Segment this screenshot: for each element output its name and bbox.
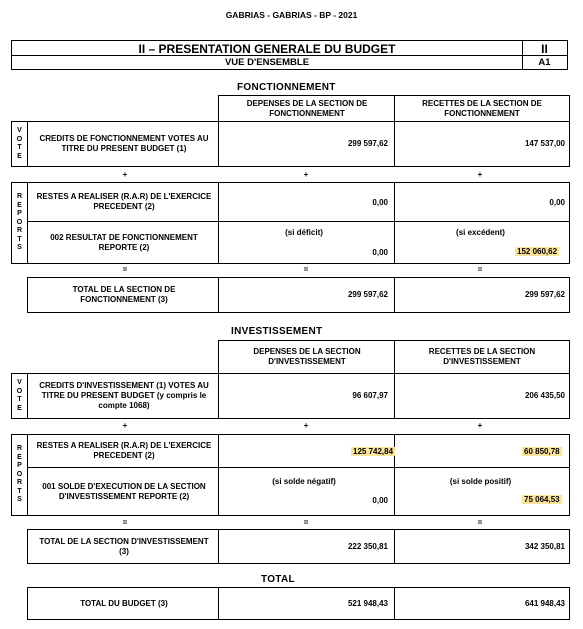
invest-vote-row bbox=[11, 373, 570, 419]
fonct-credits-dep: 299 597,62 bbox=[347, 139, 388, 148]
invest-rar-rec: 60 850,78 bbox=[524, 447, 560, 456]
fonct-column-headers bbox=[218, 95, 570, 122]
invest-solde-rec-note: (si solde positif) bbox=[449, 477, 512, 486]
fonct-col-depenses: DEPENSES DE LA SECTION DE FONCTIONNEMENT bbox=[246, 98, 368, 118]
invest-credits-dep: 96 607,97 bbox=[352, 391, 388, 400]
fonct-resultat-rec: 152 060,62 bbox=[517, 247, 558, 256]
invest-solde-rec: 75 064,53 bbox=[524, 495, 560, 504]
equals-sign: = bbox=[122, 265, 128, 274]
invest-total-row bbox=[27, 529, 570, 564]
fonct-rar-rec: 0,00 bbox=[549, 198, 565, 207]
fonct-total-rec: 299 597,62 bbox=[524, 290, 565, 299]
fonct-credits-rec: 147 537,00 bbox=[524, 139, 565, 148]
vote-side-label: V O T E bbox=[12, 374, 28, 418]
equals-sign: = bbox=[303, 265, 309, 274]
invest-total-rec: 342 350,81 bbox=[524, 542, 565, 551]
invest-total-label: TOTAL DE LA SECTION D'INVESTISSEMENT (3) bbox=[39, 536, 209, 556]
equals-sign: = bbox=[477, 518, 483, 527]
invest-reports-block bbox=[11, 434, 570, 516]
invest-solde-dep-note: (si solde négatif) bbox=[272, 477, 336, 486]
fonct-rar-dep: 0,00 bbox=[372, 198, 388, 207]
fonct-resultat-rec-note: (si excédent) bbox=[456, 228, 505, 237]
invest-solde-dep: 0,00 bbox=[372, 496, 388, 505]
invest-rar-label: RESTES A REALISER (R.A.R) DE L'EXERCICE PRECEDENT (2) bbox=[36, 441, 212, 460]
title-block bbox=[11, 40, 568, 70]
budget-total-dep: 521 948,43 bbox=[347, 599, 388, 608]
fonct-col-recettes: RECETTES DE LA SECTION DE FONCTIONNEMENT bbox=[422, 98, 542, 118]
invest-col-recettes: RECETTES DE LA SECTION D'INVESTISSEMENT bbox=[428, 347, 536, 366]
invest-total-dep: 222 350,81 bbox=[347, 542, 388, 551]
equals-sign: = bbox=[477, 265, 483, 274]
fonct-resultat-label: 002 RESULTAT DE FONCTIONNEMENT REPORTE (2) bbox=[50, 232, 198, 252]
equals-sign: = bbox=[303, 518, 309, 527]
section-title-fonctionnement: FONCTIONNEMENT bbox=[237, 82, 336, 93]
plus-sign: + bbox=[303, 421, 309, 430]
document-header: GABRIAS - GABRIAS - BP - 2021 bbox=[225, 10, 358, 20]
invest-credits-label: CREDITS D'INVESTISSEMENT (1) VOTES AU TITRE DU PRESENT BUDGET (y compris le compte 1068) bbox=[39, 381, 209, 410]
budget-total-row bbox=[27, 587, 570, 620]
page-code-sub: A1 bbox=[538, 57, 551, 68]
page-subtitle: VUE D'ENSEMBLE bbox=[224, 57, 310, 68]
invest-col-depenses: DEPENSES DE LA SECTION D'INVESTISSEMENT bbox=[253, 347, 361, 366]
plus-sign: + bbox=[477, 421, 483, 430]
vote-side-label: V O T E bbox=[12, 122, 28, 166]
plus-sign: + bbox=[122, 421, 128, 430]
reports-side-label: R E P O R T S bbox=[12, 435, 28, 515]
plus-sign: + bbox=[477, 170, 483, 179]
equals-sign: = bbox=[122, 518, 128, 527]
page-code: II bbox=[541, 42, 548, 56]
fonct-vote-row bbox=[11, 121, 570, 167]
invest-credits-rec: 206 435,50 bbox=[524, 391, 565, 400]
section-title-investissement: INVESTISSEMENT bbox=[231, 326, 323, 337]
fonct-rar-label: RESTES A REALISER (R.A.R) DE L'EXERCICE PRECEDENT (2) bbox=[36, 192, 212, 211]
invest-rar-dep: 125 742,84 bbox=[353, 447, 394, 456]
fonct-reports-block bbox=[11, 182, 570, 264]
page-title: II – PRESENTATION GENERALE DU BUDGET bbox=[138, 42, 396, 56]
fonct-total-dep: 299 597,62 bbox=[347, 290, 388, 299]
fonct-resultat-dep-note: (si déficit) bbox=[285, 228, 323, 237]
reports-side-label: R E P O R T S bbox=[12, 183, 28, 263]
fonct-total-row bbox=[27, 277, 570, 313]
invest-solde-label: 001 SOLDE D'EXECUTION DE LA SECTION D'INVESTISSEMENT REPORTE (2) bbox=[42, 481, 206, 501]
invest-column-headers bbox=[218, 340, 570, 374]
fonct-total-label: TOTAL DE LA SECTION DE FONCTIONNEMENT (3) bbox=[72, 285, 176, 304]
budget-total-label: TOTAL DU BUDGET (3) bbox=[80, 598, 168, 608]
plus-sign: + bbox=[122, 170, 128, 179]
fonct-resultat-dep: 0,00 bbox=[372, 248, 388, 257]
budget-total-rec: 641 948,43 bbox=[524, 599, 565, 608]
plus-sign: + bbox=[303, 170, 309, 179]
section-title-total: TOTAL bbox=[261, 574, 295, 585]
fonct-credits-label: CREDITS DE FONCTIONNEMENT VOTES AU TITRE DU PRESENT BUDGET (1) bbox=[39, 134, 209, 153]
